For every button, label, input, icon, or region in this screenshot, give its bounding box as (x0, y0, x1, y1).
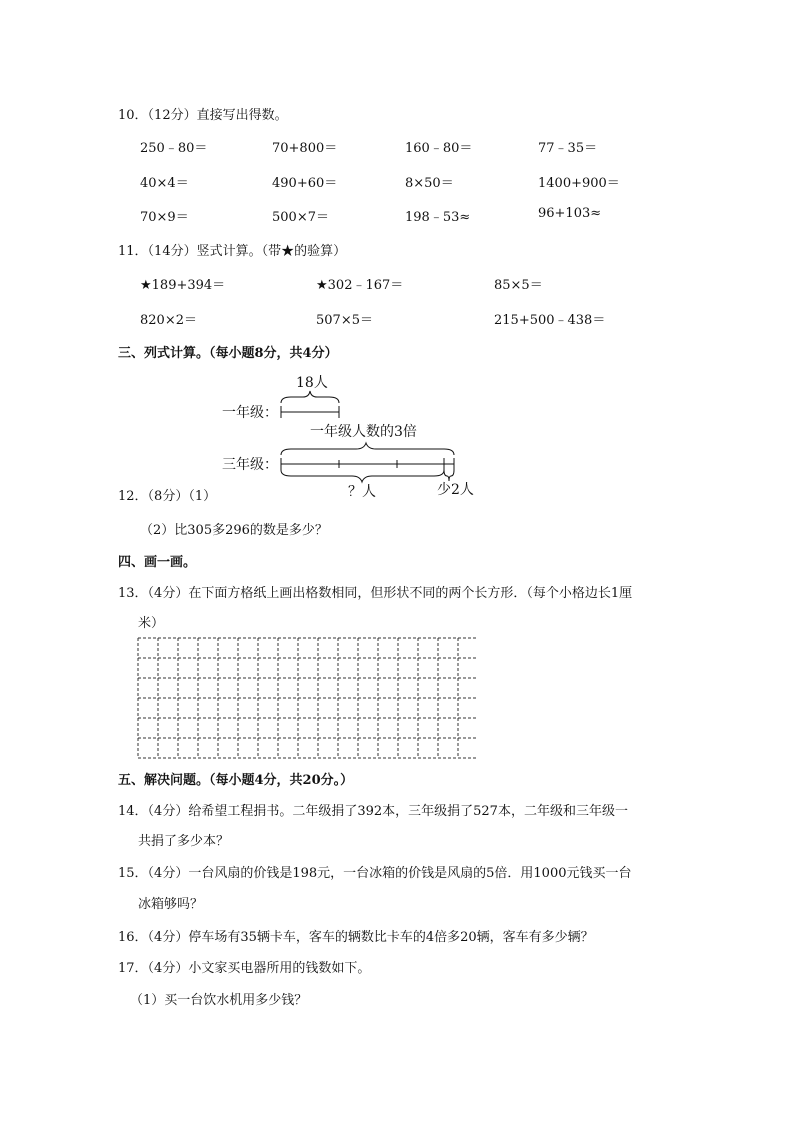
diagram-less: 少2人 (437, 482, 474, 498)
diagram-question: ？人 (348, 484, 376, 500)
q11-item: ★302﹣167＝ (316, 278, 404, 293)
q15-line2: 冰箱够吗？ (138, 897, 204, 912)
q10-item: 40×4＝ (140, 176, 189, 191)
grade3-upper-brace (281, 443, 454, 455)
q10-item: 490+60＝ (272, 176, 338, 191)
grade1-label: 一年级： (222, 405, 278, 421)
section-3-heading: 三、列式计算。（每小题8分，共4分） (118, 346, 338, 361)
grid-paper[interactable] (137, 637, 477, 759)
q17-sub1: （1）买一台饮水机用多少钱？ (130, 993, 308, 1008)
segment-diagram (0, 0, 794, 520)
q10-item: 160﹣80＝ (405, 141, 473, 156)
q11-item: 507×5＝ (316, 313, 373, 328)
q10-item: 500×7＝ (272, 210, 329, 225)
grade1-brace (281, 391, 339, 403)
q13-line1: 13．（4分）在下面方格纸上画出格数相同，但形状不同的两个长方形．（每个小格边长1厘 (118, 586, 633, 601)
less-brace (444, 470, 454, 481)
q11-item: 215+500﹣438＝ (494, 313, 606, 328)
q10-item: 198﹣53≈ (405, 210, 471, 225)
q16-line1: 16．（4分）停车场有35辆卡车，客车的辆数比卡车的4倍多20辆，客车有多少辆？ (118, 930, 594, 945)
q11-item: 85×5＝ (494, 278, 543, 293)
diagram-relation: 一年级人数的3倍 (310, 424, 417, 440)
q10-title: 10．（12分）直接写出得数。 (118, 108, 288, 123)
q10-item: 8×50＝ (405, 176, 454, 191)
q15-line1: 15．（4分）一台风扇的价钱是198元，一台冰箱的价钱是风扇的5倍．用1000元钱买一台 (118, 866, 632, 881)
q10-item: 77﹣35＝ (538, 141, 598, 156)
q10-item: 70×9＝ (140, 210, 189, 225)
q10-item: 250﹣80＝ (140, 141, 208, 156)
q11-title: 11．（14分）竖式计算。（带★的验算） (118, 244, 347, 259)
grade3-label: 三年级： (222, 457, 278, 473)
q13-line2: 米） (138, 616, 165, 631)
q10-item: 70+800＝ (272, 141, 338, 156)
q12-part1: 12．（8分）（1） (118, 489, 217, 504)
q14-line2: 共捐了多少本？ (138, 834, 230, 849)
q11-item: ★189+394＝ (140, 278, 226, 293)
q10-item: 1400+900＝ (538, 176, 620, 191)
q11-item: 820×2＝ (140, 313, 197, 328)
q14-line1: 14．（4分）给希望工程捐书。二年级捐了392本，三年级捐了527本，二年级和三年级一 (118, 804, 628, 819)
diagram-top-value: 18人 (296, 375, 328, 391)
q17-line1: 17．（4分）小文家买电器所用的钱数如下。 (118, 961, 371, 976)
q10-item: 96+103≈ (538, 206, 602, 221)
section-4-heading: 四、画一画。 (118, 555, 197, 570)
q12-part2: （2）比305多296的数是多少？ (140, 523, 328, 538)
section-5-heading: 五、解决问题。（每小题4分，共20分。） (118, 773, 354, 788)
grade3-lower-brace (281, 470, 444, 482)
